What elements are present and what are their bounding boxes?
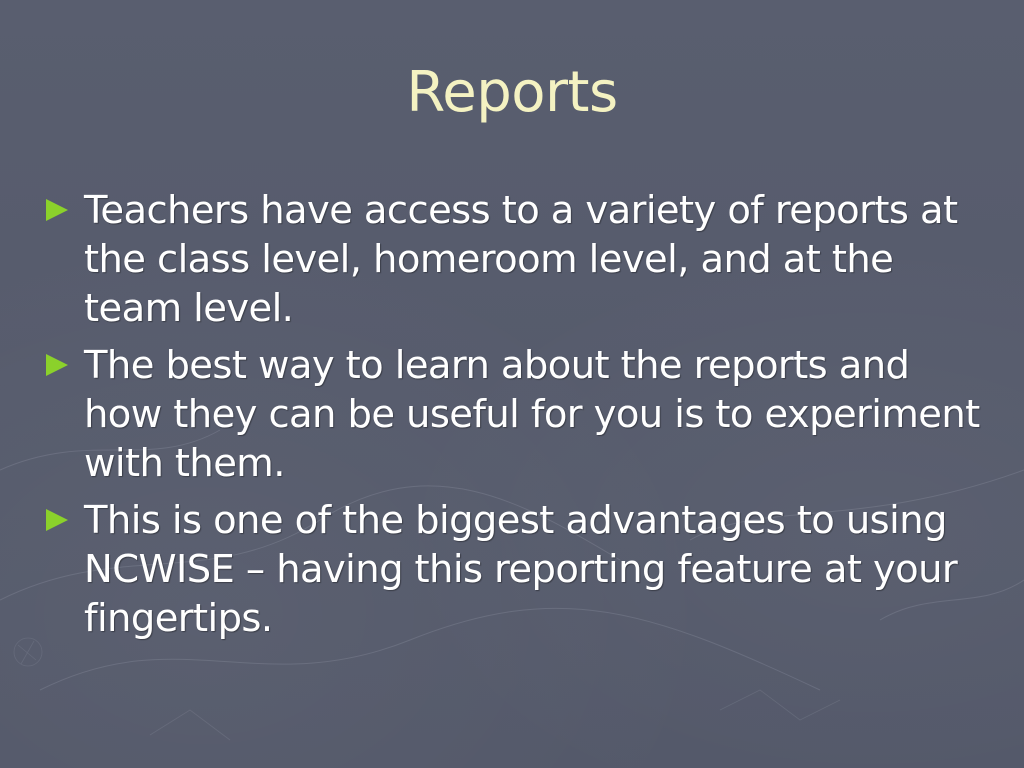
slide-title: Reports (406, 60, 618, 125)
triangle-right-icon (46, 509, 68, 531)
bullet-item (46, 496, 986, 643)
bullet-text: The best way to learn about the reports and how they can be useful for you is to experiment with them. (84, 343, 980, 486)
triangle-right-icon (46, 199, 68, 221)
bullet-item (46, 186, 986, 333)
bullet-text: Teachers have access to a variety of reports at the class level, homeroom level, and at the team level. (84, 188, 958, 331)
bullet-list (46, 186, 986, 651)
bullet-item (46, 341, 986, 488)
triangle-right-icon (46, 354, 68, 376)
bullet-text: This is one of the biggest advantages to using NCWISE – having this reporting feature at your fingertips. (84, 498, 958, 641)
